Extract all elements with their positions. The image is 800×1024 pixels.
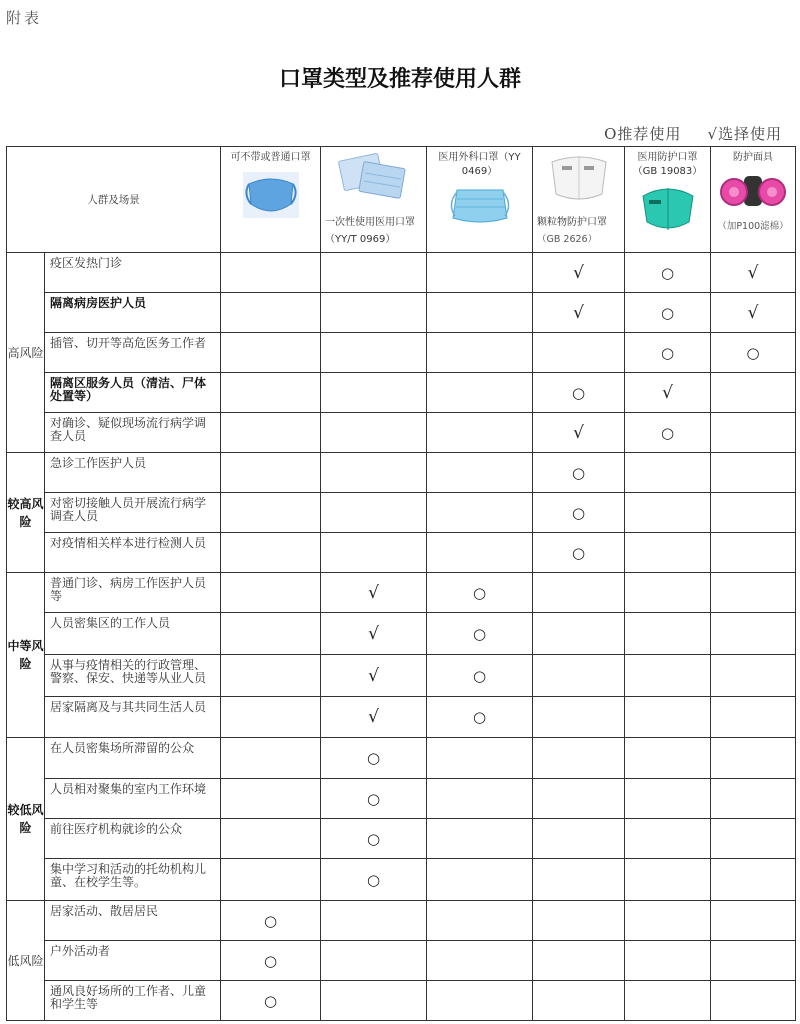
mask-recommendation-table bbox=[6, 146, 796, 1021]
mark-cell: ○ bbox=[321, 779, 427, 819]
mark-cell: ○ bbox=[533, 373, 625, 413]
mark-cell bbox=[533, 941, 625, 981]
respirator-note: （加P100滤棉） bbox=[717, 221, 789, 232]
mark-cell bbox=[533, 333, 625, 373]
mark-cell bbox=[625, 533, 711, 573]
mark-cell: ○ bbox=[321, 819, 427, 859]
mark-cell bbox=[711, 655, 796, 697]
mark-cell bbox=[221, 779, 321, 819]
col-respirator bbox=[711, 147, 796, 253]
mark-cell bbox=[711, 573, 796, 613]
disposable-mask-image bbox=[335, 151, 413, 203]
surgical-mask-image bbox=[445, 182, 515, 228]
scene-cell: 户外活动者 bbox=[45, 941, 221, 981]
table-row bbox=[7, 413, 796, 453]
scene-cell: 集中学习和活动的托幼机构儿童、在校学生等。 bbox=[45, 859, 221, 901]
scene-cell: 对疫情相关样本进行检测人员 bbox=[45, 533, 221, 573]
risk-level-relatively-low: 较低风险 bbox=[7, 738, 45, 901]
mark-cell bbox=[711, 941, 796, 981]
mark-cell bbox=[711, 493, 796, 533]
mark-cell bbox=[221, 293, 321, 333]
mark-cell bbox=[533, 981, 625, 1021]
table-row bbox=[7, 573, 796, 613]
mark-cell: √ bbox=[533, 293, 625, 333]
mark-cell bbox=[625, 697, 711, 738]
mark-cell: ○ bbox=[427, 697, 533, 738]
mark-cell: ○ bbox=[321, 738, 427, 779]
plain-mask-image bbox=[239, 168, 303, 222]
medical-protective-name: 医用防护口罩 bbox=[637, 152, 698, 163]
particulate-mask-image bbox=[544, 150, 614, 206]
mark-cell: ○ bbox=[321, 859, 427, 901]
mark-cell bbox=[533, 819, 625, 859]
mark-cell: ○ bbox=[427, 655, 533, 697]
mark-cell bbox=[321, 373, 427, 413]
mark-cell bbox=[625, 901, 711, 941]
mark-cell bbox=[427, 981, 533, 1021]
table-row bbox=[7, 901, 796, 941]
mark-cell: √ bbox=[321, 573, 427, 613]
scene-cell: 前往医疗机构就诊的公众 bbox=[45, 819, 221, 859]
scene-cell: 居家隔离及与其共同生活人员 bbox=[45, 697, 221, 738]
mark-cell bbox=[625, 573, 711, 613]
mark-cell bbox=[427, 453, 533, 493]
particulate-name: 颗粒物防护口罩 bbox=[537, 217, 607, 228]
scene-cell: 人员相对聚集的室内工作环境 bbox=[45, 779, 221, 819]
mark-cell bbox=[711, 613, 796, 655]
mark-cell bbox=[221, 453, 321, 493]
mark-cell bbox=[625, 981, 711, 1021]
col-medical-protective-mask bbox=[625, 147, 711, 253]
mark-cell: √ bbox=[533, 253, 625, 293]
mark-cell bbox=[427, 253, 533, 293]
particulate-standard: （GB 2626） bbox=[537, 234, 598, 245]
mark-cell bbox=[711, 779, 796, 819]
medical-protective-standard: （GB 19083） bbox=[632, 166, 703, 177]
mark-cell: ○ bbox=[625, 253, 711, 293]
mark-cell: ○ bbox=[711, 333, 796, 373]
col-particulate-label bbox=[537, 214, 620, 248]
table-row bbox=[7, 819, 796, 859]
table-row bbox=[7, 941, 796, 981]
table-row bbox=[7, 738, 796, 779]
mark-cell bbox=[533, 613, 625, 655]
mark-cell bbox=[427, 293, 533, 333]
mark-cell: ○ bbox=[533, 493, 625, 533]
mark-cell: ○ bbox=[625, 413, 711, 453]
mark-cell bbox=[533, 901, 625, 941]
mark-cell bbox=[427, 819, 533, 859]
table-row bbox=[7, 333, 796, 373]
mark-cell bbox=[321, 293, 427, 333]
mark-cell bbox=[427, 533, 533, 573]
mark-cell bbox=[625, 655, 711, 697]
col-disposable-label: 一次性使用医用口罩（YY/T 0969） bbox=[325, 217, 415, 245]
mark-cell bbox=[533, 573, 625, 613]
table-row bbox=[7, 859, 796, 901]
mark-cell: √ bbox=[625, 373, 711, 413]
risk-level-relatively-high: 较高风险 bbox=[7, 453, 45, 573]
scene-cell: 隔离病房医护人员 bbox=[45, 293, 221, 333]
mark-cell: ○ bbox=[427, 573, 533, 613]
mark-cell: √ bbox=[711, 253, 796, 293]
table-row bbox=[7, 493, 796, 533]
mark-cell: √ bbox=[533, 413, 625, 453]
col-surgical-label: 医用外科口罩（YY 0469） bbox=[438, 152, 521, 177]
scene-cell: 插管、切开等高危医务工作者 bbox=[45, 333, 221, 373]
mark-cell bbox=[427, 493, 533, 533]
mark-cell bbox=[321, 981, 427, 1021]
col-surgical-mask bbox=[427, 147, 533, 253]
mark-cell bbox=[321, 533, 427, 573]
col-disposable-mask bbox=[321, 147, 427, 253]
mark-cell bbox=[427, 779, 533, 819]
scene-cell: 居家活动、散居居民 bbox=[45, 901, 221, 941]
mark-cell bbox=[533, 779, 625, 819]
mark-cell bbox=[427, 413, 533, 453]
col-plain-mask bbox=[221, 147, 321, 253]
legend-optional: √选择使用 bbox=[707, 125, 782, 143]
mark-cell bbox=[221, 493, 321, 533]
table-row bbox=[7, 533, 796, 573]
mark-cell bbox=[427, 738, 533, 779]
scene-cell: 普通门诊、病房工作医护人员等 bbox=[45, 573, 221, 613]
mark-cell bbox=[221, 655, 321, 697]
mark-cell: ○ bbox=[625, 333, 711, 373]
mark-cell: √ bbox=[321, 613, 427, 655]
mark-cell bbox=[427, 333, 533, 373]
mark-cell bbox=[321, 901, 427, 941]
mark-cell bbox=[711, 697, 796, 738]
mark-cell bbox=[711, 819, 796, 859]
table-row bbox=[7, 453, 796, 493]
mark-cell bbox=[427, 901, 533, 941]
mark-cell bbox=[221, 533, 321, 573]
mark-cell: ○ bbox=[533, 453, 625, 493]
mark-cell bbox=[711, 981, 796, 1021]
mark-cell: ○ bbox=[427, 613, 533, 655]
mark-cell bbox=[427, 373, 533, 413]
risk-level-medium: 中等风险 bbox=[7, 573, 45, 738]
mark-cell bbox=[533, 738, 625, 779]
scene-cell: 对密切接触人员开展流行病学调查人员 bbox=[45, 493, 221, 533]
mark-cell: ○ bbox=[221, 941, 321, 981]
mark-cell bbox=[221, 697, 321, 738]
risk-level-low: 低风险 bbox=[7, 901, 45, 1021]
mark-cell bbox=[321, 333, 427, 373]
table-row bbox=[7, 779, 796, 819]
mark-cell bbox=[221, 738, 321, 779]
appendix-label: 附表 bbox=[6, 9, 43, 27]
mark-cell bbox=[221, 253, 321, 293]
mark-cell bbox=[221, 573, 321, 613]
mark-cell bbox=[711, 859, 796, 901]
mark-cell bbox=[221, 413, 321, 453]
mark-cell: √ bbox=[711, 293, 796, 333]
mark-cell bbox=[625, 779, 711, 819]
mark-cell bbox=[533, 655, 625, 697]
mark-cell bbox=[221, 373, 321, 413]
mark-cell: ○ bbox=[533, 533, 625, 573]
mark-cell bbox=[711, 453, 796, 493]
medical-protective-mask-image bbox=[635, 182, 701, 234]
mark-cell: ○ bbox=[221, 981, 321, 1021]
mark-cell bbox=[625, 859, 711, 901]
scene-cell: 从事与疫情相关的行政管理、警察、保安、快递等从业人员 bbox=[45, 655, 221, 697]
respirator-image bbox=[720, 168, 786, 214]
col-respirator-label: 防护面具 bbox=[733, 152, 773, 163]
mark-cell bbox=[711, 901, 796, 941]
scene-cell: 疫区发热门诊 bbox=[45, 253, 221, 293]
scene-cell: 人员密集区的工作人员 bbox=[45, 613, 221, 655]
table-row bbox=[7, 253, 796, 293]
mark-cell bbox=[221, 819, 321, 859]
scene-cell: 隔离区服务人员（清洁、尸体处置等） bbox=[45, 373, 221, 413]
mark-cell bbox=[221, 333, 321, 373]
scene-cell: 急诊工作医护人员 bbox=[45, 453, 221, 493]
col-particulate-mask bbox=[533, 147, 625, 253]
table-row bbox=[7, 655, 796, 697]
page-title: 口罩类型及推荐使用人群 bbox=[278, 67, 521, 92]
mark-cell: ○ bbox=[221, 901, 321, 941]
table-row bbox=[7, 293, 796, 333]
mark-cell bbox=[533, 697, 625, 738]
table-row bbox=[7, 613, 796, 655]
table-row bbox=[7, 373, 796, 413]
mark-cell bbox=[625, 819, 711, 859]
table-row bbox=[7, 981, 796, 1021]
mark-cell bbox=[711, 738, 796, 779]
mark-cell bbox=[625, 738, 711, 779]
mark-cell bbox=[221, 613, 321, 655]
mark-cell bbox=[321, 453, 427, 493]
legend bbox=[578, 123, 782, 144]
mark-cell bbox=[427, 941, 533, 981]
mark-cell bbox=[321, 413, 427, 453]
mark-cell bbox=[625, 453, 711, 493]
legend-recommended: O推荐使用 bbox=[604, 125, 682, 143]
mark-cell bbox=[321, 493, 427, 533]
mark-cell: ○ bbox=[625, 293, 711, 333]
scene-cell: 对确诊、疑似现场流行病学调查人员 bbox=[45, 413, 221, 453]
mark-cell bbox=[533, 859, 625, 901]
mark-cell bbox=[427, 859, 533, 901]
scene-cell: 在人员密集场所滞留的公众 bbox=[45, 738, 221, 779]
mark-cell bbox=[321, 941, 427, 981]
mark-cell bbox=[625, 613, 711, 655]
mark-cell: √ bbox=[321, 697, 427, 738]
scene-header: 人群及场景 bbox=[7, 147, 221, 253]
mark-cell bbox=[625, 493, 711, 533]
mark-cell bbox=[711, 533, 796, 573]
mark-cell bbox=[625, 941, 711, 981]
mark-cell bbox=[221, 859, 321, 901]
risk-level-high: 高风险 bbox=[7, 253, 45, 453]
mark-cell bbox=[711, 373, 796, 413]
scene-cell: 通风良好场所的工作者、儿童和学生等 bbox=[45, 981, 221, 1021]
mark-cell bbox=[321, 253, 427, 293]
mark-cell: √ bbox=[321, 655, 427, 697]
mark-cell bbox=[711, 413, 796, 453]
table-row bbox=[7, 697, 796, 738]
col-medical-protective-label bbox=[625, 151, 710, 179]
col-plain-label: 可不带或普通口罩 bbox=[230, 152, 311, 163]
